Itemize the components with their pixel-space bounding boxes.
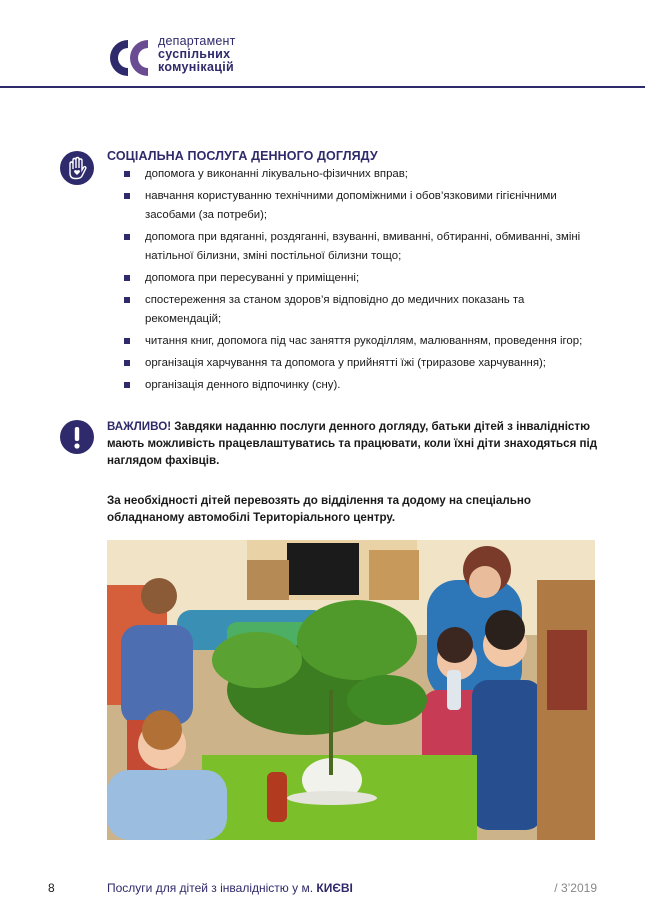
bullet-square-icon [124, 382, 130, 388]
footer-title-regular: Послуги для дітей з інвалідністю у м. [107, 881, 317, 895]
bullet-square-icon [124, 297, 130, 303]
page-number: 8 [48, 881, 55, 895]
list-item [107, 376, 599, 395]
important-label: ВАЖЛИВО! [107, 420, 172, 433]
important-text: Завдяки наданню послуги денного догляду, батьки дітей з інвалідністю мають можливість працевлаштуватись та працювати, коли їхні діти знаходяться під наглядом фахівців. [107, 420, 598, 467]
list-item [107, 291, 599, 329]
list-item-text: організація денного відпочинку (сну). [145, 379, 341, 391]
bullet-square-icon [124, 360, 130, 366]
exclamation-icon [60, 420, 94, 454]
important-note [107, 418, 599, 469]
list-item-text: навчання користуванню технічними допоміжними і обов’язковими гігієнічними засобами (за потреби); [145, 190, 557, 221]
footer-title [107, 881, 353, 895]
photo-children-care [107, 540, 595, 840]
logo-text [158, 35, 236, 74]
logo-line-2: суспільних [158, 47, 231, 61]
list-item-text: допомога при пересуванні у приміщенні; [145, 272, 360, 284]
bullet-square-icon [124, 193, 130, 199]
bullet-square-icon [124, 171, 130, 177]
transport-note: За необхідності дітей перевозять до відділення та додому на спеціально обладнаному автомобілі Територіального центру. [107, 494, 531, 524]
list-item-text: допомога у виконанні лікувально-фізичних вправ; [145, 168, 408, 180]
list-item [107, 187, 599, 225]
list-item-text: читання книг, допомога під час заняття рукоділлям, малюванням, проведення ігор; [145, 335, 583, 347]
list-item [107, 228, 599, 266]
section-title: СОЦІАЛЬНА ПОСЛУГА ДЕННОГО ДОГЛЯДУ [107, 149, 378, 163]
list-item [107, 354, 599, 373]
list-item [107, 165, 599, 184]
issue-number: / 3’2019 [554, 881, 597, 895]
list-item [107, 332, 599, 351]
bullet-square-icon [124, 338, 130, 344]
footer-title-bold: КИЄВІ [316, 881, 353, 895]
list-item [107, 269, 599, 288]
logo-mark-icon [108, 38, 152, 78]
hand-heart-icon [60, 151, 94, 185]
department-logo [108, 35, 268, 80]
bullet-square-icon [124, 234, 130, 240]
header-divider [0, 86, 645, 88]
logo-line-1: департамент [158, 34, 236, 48]
bullet-square-icon [124, 275, 130, 281]
list-item-text: спостереження за станом здоров’я відповідно до медичних показань та рекомендацій; [145, 294, 525, 325]
logo-line-3: комунікацій [158, 60, 234, 74]
list-item-text: організація харчування та допомога у прийнятті їжі (триразове харчування); [145, 357, 546, 369]
list-item-text: допомога при вдяганні, роздяганні, взуванні, вмиванні, обтиранні, обмиванні, зміні натільної білизни, зміні постільної білизни тощо; [145, 231, 581, 262]
services-list [107, 165, 599, 395]
